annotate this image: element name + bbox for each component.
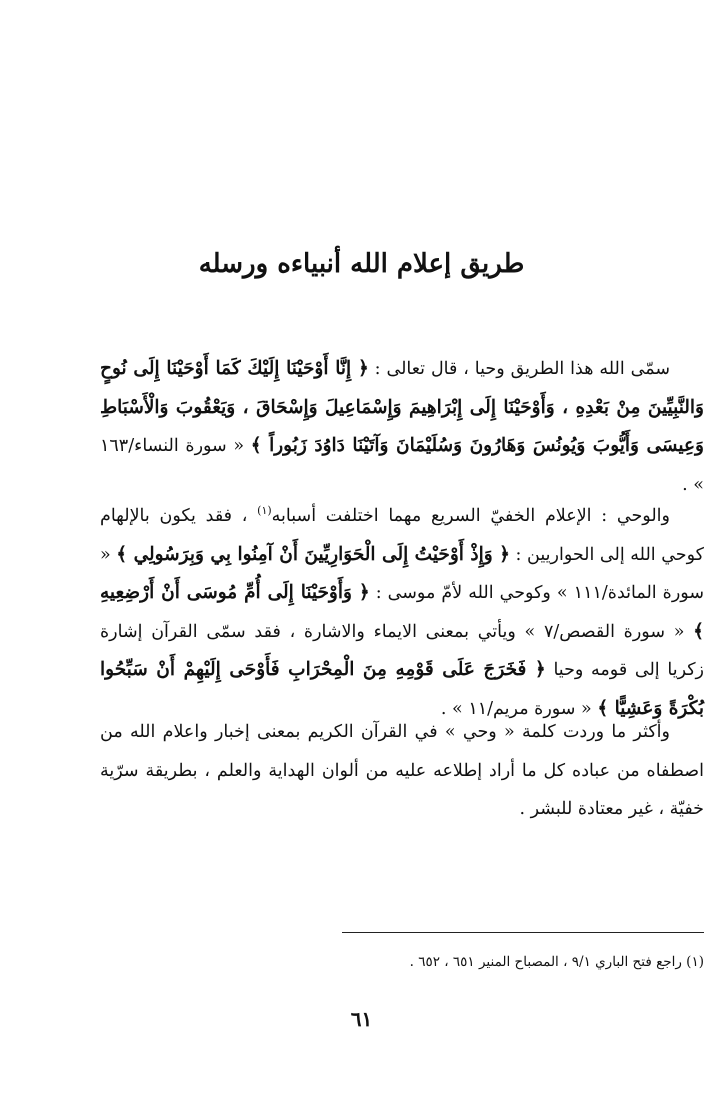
quran-verse-an-nisa: ﴿ إِنَّا أَوْحَيْنَا إِلَيْكَ كَمَا أَوْحَيْنَا إِلَى نُوحٍ وَالنَّبِيِّينَ مِنْ بَعْدِهِ ، وَأَوْحَيْنَا إِلَى إِبْرَاهِيمَ وَإِسْمَاعِيلَ وَإِسْحَاقَ ، وَيَعْقُوبَ وَالْأَسْبَاطِ وَعِيسَى وَأَيُّوبَ وَيُونُسَ وَهَارُونَ وَسُلَيْمَانَ وَآتَيْنَا دَاوُدَ زَبُوراً ﴾ [100,358,704,456]
paragraph-intro-text: سمّى الله هذا الطريق وحيا ، قال تعالى : [368,359,670,379]
quran-verse-al-maidah: ﴿ وَإِذْ أَوْحَيْتُ إِلَى الْحَوَارِيِّينَ أَنْ آمِنُوا بِي وَبِرَسُولِي ﴾ [116,543,510,565]
chapter-title: طريق إعلام الله أنبياءه ورسله [198,249,525,279]
footnote: (١) راجع فتح الباري ٩/١ ، المصباح المنير ٦٥١ ، ٦٥٢ . [409,954,704,970]
verse-citation: « سورة مريم/١١ » . [440,698,598,719]
paragraph-text: وأكثر ما وردت كلمة « وحي » في القرآن الكريم بمعنى إخبار واعلام الله من اصطفاه من عباده كل ما أراد إطلاعه عليه من ألوان الهداية والعلم ، بطريقة سرّية خفيّة ، غير معتادة للبشر . [100,722,704,819]
verse-citation: « سورة القصص/٧ » ويأتي بمعنى الايماء والاشارة ، فقد سمّى القرآن إشارة زكريا إلى قومه وحيا [100,621,705,680]
paragraph-text: والوحي : الإعلام الخفيّ السريع مهما اختلفت أسبابه [271,506,670,526]
quran-verse-al-qasas: ﴿ وَأَوْحَيْنَا إِلَى أُمِّ مُوسَى أَنْ أَرْضِعِيهِ ﴾ [100,582,704,642]
verse-citation: « سورة النساء/١٦٣ » . [100,436,704,495]
footnote-reference: (١) [257,504,272,518]
paragraph-revelation-definition [100,497,704,728]
paragraph-text: ، فقد يكون بالإلهام كوحي الله إلى الحواريين : [100,506,704,565]
page-number: ٦١ [350,1007,373,1031]
verse-citation: « سورة المائدة/١١١ » وكوحي الله لأمّ موسى : [100,544,705,603]
quran-verse-maryam: ﴿ فَخَرَجَ عَلَى قَوْمِهِ مِنَ الْمِحْرَابِ فَأَوْحَى إِلَيْهِمْ أَنْ سَبِّحُوا بُكْرَةً وَعَشِيًّا ﴾ [100,659,704,719]
paragraph-revelation-usage [100,713,704,829]
paragraph-revelation-naming [100,350,704,504]
footnote-divider [342,932,704,933]
